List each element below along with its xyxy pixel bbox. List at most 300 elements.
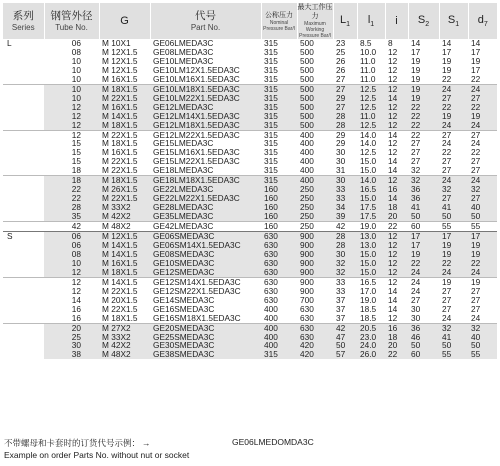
nominal-pressure-cell: 400 (264, 303, 278, 314)
thread-g-cell: M 22X1.5 (102, 285, 138, 296)
series-cell (3, 66, 44, 75)
max-pressure-cell: 630 (300, 312, 314, 323)
thread-g-cell: M 42X2 (99, 341, 150, 350)
i-cell: 12 (388, 147, 398, 158)
series-cell (3, 212, 44, 221)
tube-no-cell: 28 (44, 203, 99, 212)
table-row (3, 222, 497, 232)
s2-cell: 50 (408, 212, 439, 221)
part-header: 代号 Part No. (150, 3, 261, 39)
i-cell: 12 (388, 73, 398, 84)
i-cell: 12 (385, 277, 408, 286)
g-header: G (99, 3, 150, 39)
s2-cell: 36 (408, 185, 439, 194)
nominal-pressure-cell: 400 (261, 341, 297, 350)
tube-no-cell: 15 (71, 147, 81, 158)
s2-cell: 32 (411, 165, 421, 176)
i-cell: 12 (385, 176, 408, 185)
i-cell: 16 (385, 185, 408, 194)
thread-g-cell: M 14X1.5 (99, 250, 150, 259)
tube-no-cell: 38 (44, 350, 99, 359)
series-cell (3, 185, 44, 194)
i-cell: 14 (385, 130, 408, 139)
li-cell: 24.0 (357, 341, 385, 350)
tube-no-cell: 10 (71, 55, 81, 66)
max-pressure-cell: 900 (300, 285, 314, 296)
series-cell (3, 57, 44, 66)
li-cell: 12.5 (357, 103, 385, 112)
s1-cell: 17 (439, 232, 468, 241)
s1-cell: 19 (442, 64, 452, 75)
thread-g-cell: M 12X1.5 (102, 55, 138, 66)
thread-g-cell: M 33X2 (99, 333, 150, 342)
s1-cell: 22 (439, 103, 468, 112)
tube-no-cell: 08 (71, 46, 81, 57)
nominal-pressure-cell: 315 (264, 138, 278, 149)
s1-header: $S_1$ (439, 3, 468, 39)
tube-no-cell: 12 (44, 103, 99, 112)
part-no-cell: GE12SMEDA3C (150, 268, 261, 277)
s1-cell: 27 (439, 194, 468, 203)
part-no-cell: GE16SMEDA3C (153, 303, 215, 314)
nominal-pressure-cell: 315 (264, 64, 278, 75)
i-cell: 18 (385, 333, 408, 342)
l1-cell: 25 (336, 46, 346, 57)
series-cell (3, 157, 44, 166)
nominal-pressure-cell: 315 (264, 156, 278, 167)
table-row (3, 75, 497, 84)
thread-g-cell: M 22X1.5 (102, 165, 138, 176)
li-cell: 12.5 (360, 147, 377, 158)
series-cell (3, 259, 44, 268)
s2-cell: 22 (408, 130, 439, 139)
i-cell: 12 (385, 259, 408, 268)
s1-cell: 27 (439, 130, 468, 139)
part-no-cell: GE42LMEDA3C (150, 222, 261, 232)
tube-no-cell: 35 (44, 212, 99, 221)
li-cell: 18.5 (360, 312, 377, 323)
thread-g-cell: M 18X1.5 (99, 84, 150, 93)
max-pressure-cell: 500 (300, 64, 314, 75)
s2-cell: 27 (411, 294, 421, 305)
part-no-cell: GE12SM22X1.5EDA3C (153, 285, 241, 296)
tube-no-cell: 20 (44, 323, 99, 332)
part-no-cell: GE15LM22X1.5EDA3C (153, 156, 240, 167)
max-pressure-cell: 250 (297, 222, 333, 232)
max-pressure-cell: 500 (300, 55, 314, 66)
l1-cell: 29 (333, 130, 357, 139)
i-cell: 12 (385, 84, 408, 93)
thread-g-cell: M 22X1.5 (102, 303, 138, 314)
tube-no-cell: 12 (44, 112, 99, 121)
s2-cell: 19 (411, 55, 421, 66)
d7-cell: 22 (471, 73, 481, 84)
nominal-pressure-cell: 315 (261, 84, 297, 93)
max-pressure-cell: 900 (297, 241, 333, 250)
max-pressure-cell: 630 (300, 303, 314, 314)
l1-cell: 42 (333, 222, 357, 232)
d7-cell: 27 (471, 285, 481, 296)
li-cell: 19.0 (360, 294, 377, 305)
s1-cell: 50 (439, 341, 468, 350)
s2-cell: 19 (408, 94, 439, 103)
thread-g-cell: M 22X1.5 (102, 156, 138, 167)
nominal-pressure-cell: 315 (264, 73, 278, 84)
max-pressure-cell: 400 (300, 165, 314, 176)
max-pressure-cell: 250 (297, 203, 333, 212)
i-cell: 12 (385, 268, 408, 277)
i-cell: 12 (388, 46, 398, 57)
tube-no-cell: 10 (71, 73, 81, 84)
s2-cell: 22 (408, 259, 439, 268)
thread-g-cell: M 42X2 (99, 212, 150, 221)
d7-cell: 50 (468, 212, 497, 221)
d7-cell: 17 (468, 232, 497, 241)
series-cell (3, 305, 44, 314)
li-cell: 17.5 (357, 203, 385, 212)
s2-cell: 17 (411, 46, 421, 57)
d7-cell: 27 (468, 194, 497, 203)
i-cell: 12 (385, 250, 408, 259)
max-pressure-cell: 400 (300, 156, 314, 167)
s2-cell: 24 (408, 277, 439, 286)
s2-cell: 19 (411, 73, 421, 84)
thread-g-cell: M 12X1.5 (102, 64, 138, 75)
li-cell: 15.0 (360, 156, 377, 167)
l1-cell: 30 (333, 176, 357, 185)
i-cell: 14 (385, 194, 408, 203)
tube-no-cell: 15 (71, 138, 81, 149)
d7-cell: 24 (471, 138, 481, 149)
d7-cell: 55 (468, 222, 497, 232)
l1-cell: 32 (333, 268, 357, 277)
s2-cell: 19 (408, 84, 439, 93)
nominal-pressure-header: 公称压力 Nominal Pressure Bar/l (261, 3, 297, 39)
l1-cell: 57 (333, 350, 357, 359)
tube-no-cell: 16 (71, 303, 81, 314)
thread-g-cell: M 26X1.5 (99, 185, 150, 194)
i-cell: 12 (385, 241, 408, 250)
tube-no-cell: 15 (71, 156, 81, 167)
part-no-cell: GE30SMEDA3C (150, 341, 261, 350)
i-cell: 20 (385, 212, 408, 221)
s1-cell: 27 (439, 94, 468, 103)
l1-cell: 50 (333, 341, 357, 350)
s2-cell: 17 (408, 241, 439, 250)
d7-cell: 17 (471, 46, 481, 57)
s1-cell: 24 (439, 84, 468, 93)
part-no-cell: GE38SMEDA3C (150, 350, 261, 359)
series-cell (3, 84, 44, 93)
series-cell (3, 166, 44, 175)
series-cell (3, 241, 44, 250)
l1-cell: 28 (333, 241, 357, 250)
i-cell: 14 (388, 303, 398, 314)
table-row (3, 268, 497, 277)
part-no-cell: GE15LMEDA3C (153, 138, 214, 149)
li-cell: 12.5 (357, 121, 385, 130)
s1-cell: 32 (439, 185, 468, 194)
s1-cell: 19 (439, 241, 468, 250)
li-cell: 16.5 (357, 185, 385, 194)
nominal-pressure-cell: 630 (264, 294, 278, 305)
part-no-cell: GE14SMEDA3C (153, 294, 215, 305)
i-cell: 22 (385, 222, 408, 232)
nominal-pressure-cell: 400 (264, 312, 278, 323)
part-no-cell: GE22LMEDA3C (150, 185, 261, 194)
d7-cell: 55 (468, 350, 497, 359)
s2-cell: 30 (411, 312, 421, 323)
max-pressure-cell: 500 (297, 94, 333, 103)
thread-g-cell: M 14X1.5 (99, 241, 150, 250)
max-pressure-cell: 400 (297, 130, 333, 139)
max-pressure-cell: 900 (297, 250, 333, 259)
li-cell: 17.0 (360, 285, 377, 296)
s1-cell: 22 (442, 147, 452, 158)
nominal-pressure-cell: 160 (261, 222, 297, 232)
part-no-cell: GE10LM18X1.5EDA3C (150, 84, 261, 93)
nominal-pressure-cell: 315 (261, 112, 297, 121)
series-cell (3, 250, 44, 259)
s1-cell: 55 (439, 222, 468, 232)
l1-cell: 23 (336, 38, 346, 48)
nominal-pressure-cell: 315 (261, 350, 297, 359)
i-cell: 12 (388, 64, 398, 75)
li-cell: 19.0 (357, 222, 385, 232)
thread-g-cell: M 48X2 (99, 222, 150, 232)
nominal-pressure-cell: 315 (261, 103, 297, 112)
tube-header: 钢管外径 Tube No. (44, 3, 99, 39)
d7-cell: 27 (471, 156, 481, 167)
part-no-cell: GE25SMEDA3C (150, 333, 261, 342)
s2-cell: 22 (408, 121, 439, 130)
nominal-pressure-cell: 630 (261, 277, 297, 286)
l1-cell: 30 (333, 250, 357, 259)
s2-cell: 24 (411, 285, 421, 296)
li-cell: 14.0 (360, 138, 377, 149)
series-header: 系列 Series (3, 3, 44, 39)
l1-cell: 37 (336, 312, 346, 323)
tube-no-cell: 22 (44, 185, 99, 194)
d7-header: $d_7$ (468, 3, 497, 39)
series-cell: S (3, 232, 44, 241)
d7-cell: 19 (468, 241, 497, 250)
max-pressure-cell: 500 (297, 84, 333, 93)
l1-cell: 33 (333, 194, 357, 203)
table-row (3, 350, 497, 359)
l1-cell: 37 (336, 294, 346, 305)
tube-no-cell: 18 (44, 176, 99, 185)
thread-g-cell: M 12X1.5 (102, 46, 138, 57)
li-cell: 14.0 (357, 176, 385, 185)
series-cell (3, 287, 44, 296)
s1-cell: 24 (442, 312, 452, 323)
l1-cell: 30 (336, 156, 346, 167)
d7-cell: 27 (471, 165, 481, 176)
max-pressure-header: 最大工作压力 Maximum Working Pressure Bar/l (297, 4, 333, 39)
i-cell: 18 (385, 203, 408, 212)
tube-no-cell: 25 (44, 333, 99, 342)
series-cell (3, 130, 44, 139)
part-no-cell: GE10LM12X1.5EDA3C (153, 64, 240, 75)
li-cell: 11.0 (360, 64, 376, 75)
part-no-cell: GE10SMEDA3C (150, 259, 261, 268)
nominal-pressure-cell: 160 (261, 203, 297, 212)
order-example-english: Example on order Parts No. without nut or socket (4, 450, 190, 460)
part-no-cell: GE20SMEDA3C (150, 323, 261, 332)
series-cell (3, 268, 44, 277)
max-pressure-cell: 420 (297, 350, 333, 359)
l1-cell: 33 (333, 277, 357, 286)
l1-cell: 30 (336, 147, 346, 158)
table-row (3, 314, 497, 323)
s2-cell: 22 (408, 103, 439, 112)
l1-cell: 37 (336, 303, 346, 314)
series-cell (3, 48, 44, 57)
s1-cell: 27 (442, 303, 452, 314)
tube-no-cell: 06 (44, 232, 99, 241)
nominal-pressure-cell: 315 (264, 55, 278, 66)
li-cell: 13.0 (357, 241, 385, 250)
l1-cell: 26 (336, 64, 346, 75)
nominal-pressure-cell: 315 (261, 121, 297, 130)
s1-cell: 24 (439, 268, 468, 277)
li-cell: 12.5 (357, 94, 385, 103)
s1-cell: 19 (439, 277, 468, 286)
thread-g-cell: M 48X2 (99, 350, 150, 359)
s2-cell: 14 (411, 38, 421, 48)
li-cell: 18.5 (360, 303, 377, 314)
series-cell (3, 222, 44, 232)
s1-cell: 27 (442, 156, 452, 167)
tube-no-cell: 10 (44, 94, 99, 103)
s2-cell: 36 (408, 194, 439, 203)
d7-cell: 24 (468, 121, 497, 130)
part-no-cell: GE06SMEDA3C (150, 232, 261, 241)
tube-no-cell: 12 (44, 121, 99, 130)
s1-cell: 50 (439, 212, 468, 221)
part-no-cell: GE06SM14X1.5EDA3C (150, 241, 261, 250)
d7-cell: 24 (471, 312, 481, 323)
tube-no-cell: 42 (44, 222, 99, 232)
series-cell: L (7, 38, 12, 48)
max-pressure-cell: 630 (297, 333, 333, 342)
tube-no-cell: 10 (44, 259, 99, 268)
i-cell: 14 (388, 156, 398, 167)
l1-cell: 47 (333, 333, 357, 342)
li-cell: 11.0 (360, 73, 376, 84)
part-no-cell: GE35LMEDA3C (150, 212, 261, 221)
part-no-cell: GE15LM16X1.5EDA3C (153, 147, 240, 158)
nominal-pressure-cell: 630 (261, 250, 297, 259)
tube-no-cell: 18 (71, 165, 81, 176)
nominal-pressure-cell: 315 (264, 38, 278, 48)
nominal-pressure-cell: 315 (261, 176, 297, 185)
li-cell: 15.0 (357, 259, 385, 268)
part-no-cell: GE12LM18X1.5EDA3C (150, 121, 261, 130)
d7-cell: 27 (468, 130, 497, 139)
d7-cell: 22 (468, 103, 497, 112)
d7-cell: 22 (468, 259, 497, 268)
li-cell: 8.5 (360, 38, 372, 48)
max-pressure-cell: 500 (300, 46, 314, 57)
s1-cell: 41 (439, 203, 468, 212)
i-cell: 14 (385, 94, 408, 103)
s1-cell: 32 (439, 323, 468, 332)
series-cell (3, 75, 44, 84)
series-cell (3, 148, 44, 157)
s1-cell: 41 (439, 333, 468, 342)
part-no-cell: GE10LM16X1.5EDA3C (153, 73, 240, 84)
max-pressure-cell: 500 (297, 103, 333, 112)
series-cell (3, 121, 44, 130)
nominal-pressure-cell: 160 (261, 185, 297, 194)
max-pressure-cell: 250 (297, 185, 333, 194)
s2-cell: 32 (408, 176, 439, 185)
max-pressure-cell: 630 (297, 323, 333, 332)
li-cell: 15.0 (357, 250, 385, 259)
d7-cell: 24 (468, 176, 497, 185)
li-cell: 11.0 (357, 112, 385, 121)
i-cell: 14 (388, 165, 398, 176)
series-cell (3, 333, 44, 342)
s2-cell: 19 (411, 64, 421, 75)
i-cell: 12 (385, 232, 408, 241)
thread-g-cell: M 20X1.5 (102, 294, 138, 305)
order-example-label: 不带螺母和卡套时的订货代号示例： (4, 438, 141, 448)
thread-g-cell: M 27X2 (99, 323, 150, 332)
i-cell: 12 (385, 103, 408, 112)
s1-cell: 24 (442, 138, 452, 149)
i-cell: 20 (385, 341, 408, 350)
li-header: $l_1$ (357, 3, 385, 39)
thread-g-cell: M 16X1.5 (102, 73, 138, 84)
s1-cell: 19 (442, 55, 452, 66)
max-pressure-cell: 500 (297, 121, 333, 130)
thread-g-cell: M 18X1.5 (99, 121, 150, 130)
s1-cell: 19 (439, 250, 468, 259)
l1-cell: 33 (333, 185, 357, 194)
d7-cell: 19 (468, 277, 497, 286)
part-no-cell: GE08LMEDA3C (153, 46, 214, 57)
s2-cell: 22 (408, 112, 439, 121)
order-example-line (4, 437, 314, 449)
s2-cell: 19 (408, 250, 439, 259)
tube-no-cell: 22 (44, 194, 99, 203)
part-no-cell: GE12LMEDA3C (150, 103, 261, 112)
l1-cell: 39 (333, 212, 357, 221)
i-cell: 12 (385, 121, 408, 130)
thread-g-cell: M 18X1.5 (99, 176, 150, 185)
nominal-pressure-cell: 160 (261, 212, 297, 221)
max-pressure-cell: 500 (300, 73, 314, 84)
s1-cell: 24 (439, 121, 468, 130)
tube-no-cell: 06 (44, 241, 99, 250)
i-cell: 12 (388, 138, 398, 149)
series-cell (3, 203, 44, 212)
part-no-cell: GE28LMEDA3C (150, 203, 261, 212)
order-example-code: GE06LMEDOMDA3C (232, 437, 314, 447)
s2-cell: 36 (408, 323, 439, 332)
series-cell (3, 323, 44, 332)
s2-cell: 30 (411, 303, 421, 314)
s2-cell: 46 (408, 333, 439, 342)
l1-cell: 26 (336, 55, 346, 66)
i-cell: 12 (388, 55, 398, 66)
i-cell: 12 (385, 112, 408, 121)
i-cell: 12 (388, 312, 398, 323)
s2-cell: 27 (411, 138, 421, 149)
